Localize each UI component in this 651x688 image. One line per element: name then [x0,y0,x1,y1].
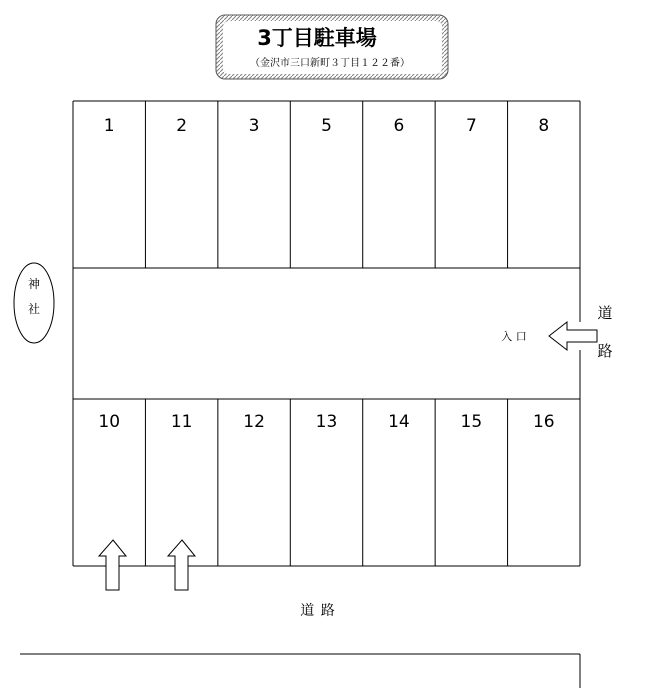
title-box [216,15,448,79]
parking-slot-number: 12 [243,412,265,432]
right-road-label-1: 道 [597,304,613,322]
parking-slot-number: 15 [460,412,483,432]
parking-slot-number: 3 [248,116,260,136]
parking-slot-number: 13 [315,412,338,432]
shrine [14,263,54,343]
arrow-left-icon [549,322,597,350]
entrance-label: 入 口 [501,330,527,343]
address-label: （金沢市三口新町３丁目１２２番） [250,58,410,69]
shrine-label-2: 社 [27,302,41,316]
parking-slot-number: 10 [98,412,121,432]
road-outline [20,654,580,688]
parking-slot-number: 5 [321,116,332,136]
entrance [501,322,597,350]
arrow-up-icon [168,540,195,590]
right-road-label-2: 路 [597,342,613,360]
shrine-label-1: 神 [27,277,41,291]
parking-slot-number: 16 [532,412,555,432]
right-road [597,304,612,360]
top-row-slots [104,101,549,268]
parking-slot-number: 7 [465,116,477,136]
parking-slot-number: 8 [538,116,550,136]
bottom-row-slots [98,399,554,566]
parking-slot-number: 14 [388,412,410,432]
parking-slot-number: 2 [176,116,188,136]
page-title: 3丁目駐車場 [257,26,377,50]
parking-slot-number: 1 [103,116,115,136]
parking-slot-number: 11 [170,412,193,432]
parking-slot-number: 6 [393,116,405,136]
bottom-road-label: 道 路 [300,603,336,619]
arrow-up-icon [99,540,126,590]
